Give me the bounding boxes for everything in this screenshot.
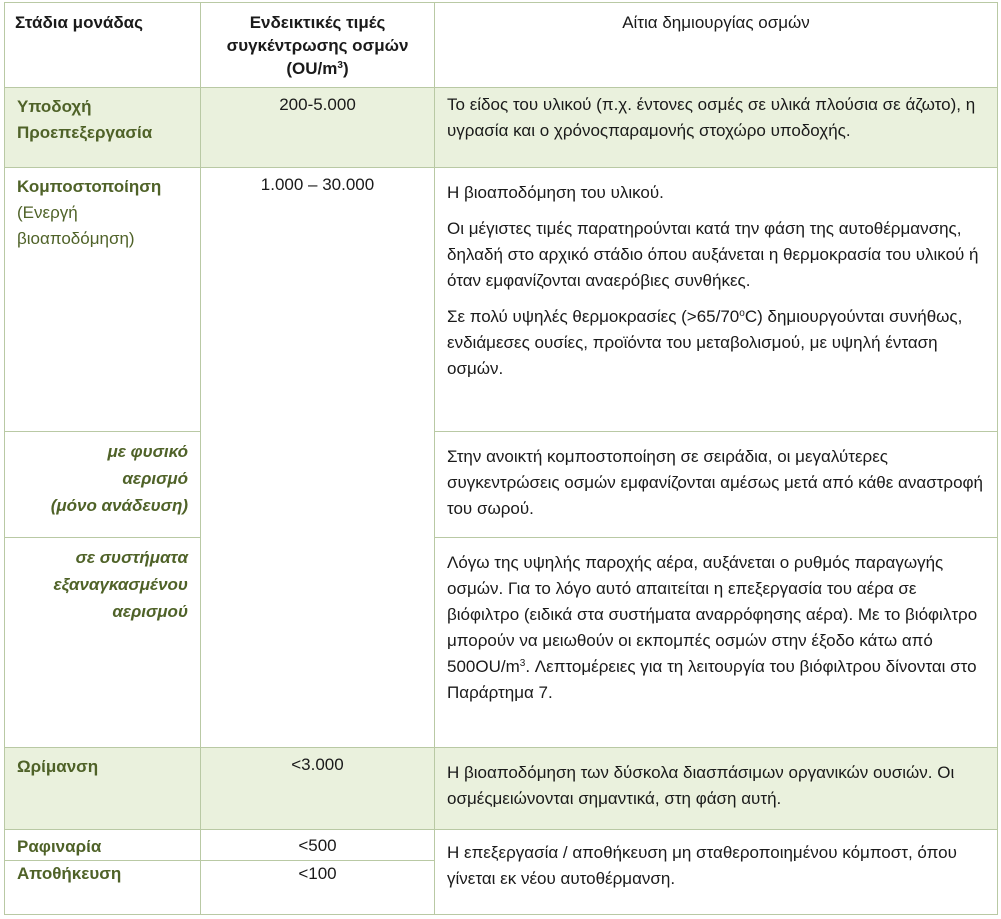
stage-refinery: Ραφιναρία xyxy=(5,830,201,861)
odour-table xyxy=(4,2,998,915)
value-reception: 200-5.000 xyxy=(201,88,435,168)
stage-forced-aeration: σε συστήματα εξαναγκασμένου αερισμού xyxy=(5,538,201,748)
value-maturation: <3.000 xyxy=(201,748,435,830)
cause-refinery-storage: Η επεξεργασία / αποθήκευση μη σταθεροποιημένου κόμποστ, όπου γίνεται εκ νέου αυτοθέρμανση. xyxy=(435,830,998,915)
header-row xyxy=(5,3,998,88)
header-concentration: Ενδεικτικές τιμές συγκέντρωσης οσμών $(OU/m^3)$ xyxy=(201,3,435,88)
stage-composting: Κομποστοποίηση (Ενεργή βιοαποδόμηση) xyxy=(5,168,201,432)
row-refinery xyxy=(5,830,998,861)
stage-maturation: Ωρίμανση xyxy=(5,748,201,830)
row-natural-aeration xyxy=(5,432,998,538)
cause-composting: Η βιοαποδόμηση του υλικού. Οι μέγιστες τιμές παρατηρούνται κατά την φάση της αυτοθέρμανσης, δηλαδή στο αρχικό στάδιο όπου αυξάνεται η θερμοκρασία του υλικού ή όταν εμφανίζονται αναερόβιες συνθήκες. Σε πολύ υψηλές θερμοκρασίες $(>65/70^oC)$ δημιουργούνται συνήθως, ενδιάμεσες ουσίες, προϊόντα του μεταβολισμού, με υψηλή ένταση οσμών. xyxy=(435,168,998,432)
stage-natural-aeration: με φυσικό αερισμό (μόνο ανάδευση) xyxy=(5,432,201,538)
value-storage: <100 xyxy=(201,861,435,915)
cause-natural-aeration: Στην ανοικτή κομποστοποίηση σε σειράδια, οι μεγαλύτερες συγκεντρώσεις οσμών εμφανίζονται αμέσως μετά από κάθε αναστροφή του σωρού. xyxy=(435,432,998,538)
cause-forced-aeration: Λόγω της υψηλής παροχής αέρα, αυξάνεται ο ρυθμός παραγωγής οσμών. Για το λόγο αυτό απαιτείται η επεξεργασία του αέρα σε βιόφιλτρο (ειδικά στα συστήματα αναρρόφησης αέρα). Με το βιόφιλτρο μπορούν να μειωθούν οι εκπομπές οσμών στην έξοδο κάτω από $500OU/m^3$. Λεπτομέρειες για τη λειτουργία του βιόφιλτρου δίνονται στο Παράρτημα 7. xyxy=(435,538,998,748)
value-composting: 1.000 – 30.000 xyxy=(201,168,435,748)
row-reception xyxy=(5,88,998,168)
row-maturation xyxy=(5,748,998,830)
header-stages: Στάδια μονάδας xyxy=(5,3,201,88)
stage-storage: Αποθήκευση xyxy=(5,861,201,915)
value-refinery: <500 xyxy=(201,830,435,861)
header-causes: Αίτια δημιουργίας οσμών xyxy=(435,3,998,88)
row-composting xyxy=(5,168,998,432)
row-forced-aeration xyxy=(5,538,998,748)
cause-reception: Το είδος του υλικού (π.χ. έντονες οσμές σε υλικά πλούσια σε άζωτο), η υγρασία και ο χρόνοςπαραμονής στοχώρο υποδοχής. xyxy=(435,88,998,168)
cause-maturation: Η βιοαποδόμηση των δύσκολα διασπάσιμων οργανικών ουσιών. Οι οσμέςμειώνονται σημαντικά, στη φάση αυτή. xyxy=(435,748,998,830)
stage-reception: Υποδοχή Προεπεξεργασία xyxy=(5,88,201,168)
